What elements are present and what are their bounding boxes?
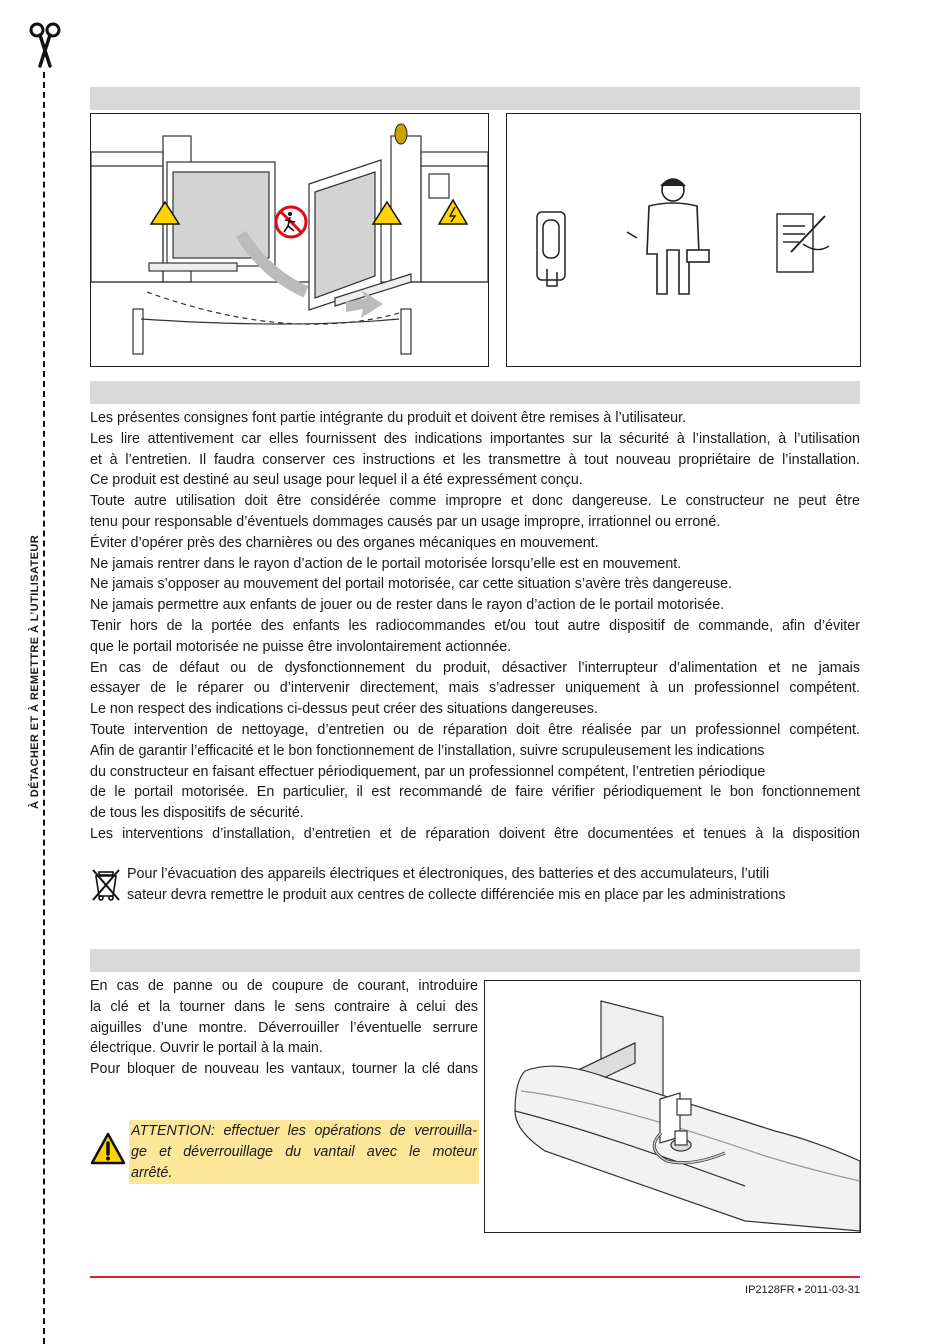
safety-line: Afin de garantir l’efficacité et le bon fonctionnement de l’installation, suivre scrupuleusement les indications [90,742,765,759]
safety-line: et à l’entretien. Il faudra conserver ces instructions et les transmettre à tout nouveau propriétaire de l’installation. [90,451,860,468]
safety-line: Ne jamais rentrer dans le rayon d’action de le portail motorisée lorsqu’elle est en mouvement. [90,555,682,572]
document-reference: IP2128FR • 2011-03-31 [745,1284,860,1296]
release-line: la clé et la tourner dans le sens contraire à celui des [90,998,478,1015]
safety-line: Ne jamais permettre aux enfants de jouer ou de rester dans le rayon d’action de le portail motorisée. [90,597,725,614]
safety-line: Toute intervention de nettoyage, d’entretien ou de réparation doit être réalisée par un professionnel compétent. [90,721,860,738]
section-header-band-3 [90,949,860,972]
safety-line: Les interventions d’installation, d’entretien et de réparation doivent être documentées et tenues à la disposition [90,825,860,842]
user-pictograms-box [506,113,861,367]
safety-line: de tous les dispositifs de sécurité. [90,805,304,822]
safety-line: Les présentes consignes font partie intégrante du produit et doivent être remises à l’utilisateur. [90,410,687,426]
scissors-icon [28,22,62,68]
safety-line: du constructeur en faisant effectuer périodiquement, par un professionnel compétent, l’entretien périodique [90,763,766,780]
safety-instructions [90,408,860,845]
attention-line: ATTENTION: effectuer les opérations de verrouilla- [131,1123,477,1139]
section-header-band-1 [90,87,860,110]
safety-line: Ce produit est destiné au seul usage pour lequel il a été expressément conçu. [90,472,583,489]
safety-line: Les lire attentivement car elles fournissent des indications importantes sur la sécurité à l’installation, à l’utilisation [90,430,860,447]
release-line: Pour bloquer de nouveau les vantaux, tourner la clé dans [90,1061,478,1078]
side-label: À DÉTACHER ET À REMETTRE À L’UTILISATEUR [29,531,41,813]
manual-release-text [90,976,478,1080]
attention-note [129,1120,479,1184]
safety-line: Tenir hors de la portée des enfants les radiocommandes et/ou tout autre dispositif de commande, afin d’éviter [90,617,860,634]
release-line: En cas de panne ou de coupure de courant, introduire [90,978,478,994]
safety-line: que le portail motorisée ne puisse être involontairement actionnée. [90,638,512,655]
attention-line: arrêté. [131,1164,173,1181]
disposal-text [127,864,860,906]
technician-icon [627,179,709,294]
release-line: électrique. Ouvrir le portail à la main. [90,1040,323,1057]
cut-line [43,72,45,1344]
safety-line: Éviter d’opérer près des charnières ou des organes mécaniques en mouvement. [90,534,599,551]
release-line: aiguilles d’une montre. Déverrouiller l’éventuelle serrure [90,1019,478,1036]
section-header-band-2 [90,381,860,404]
safety-line: essayer de le réparer ou d’intervenir directement, mais s’adresser uniquement à un professionnel compétent. [90,680,860,697]
remote-control-icon [537,212,565,286]
safety-line: de le portail motorisée. En particulier, il est recommandé de faire vérifier périodiquement le bon fonctionnement [90,784,860,801]
gate-illustration [90,113,489,367]
attention-line: ge et déverrouillage du vantail avec le moteur [131,1143,477,1160]
safety-line: tenu pour responsable d’éventuels dommages causés par un usage impropre, irrationnel ou erroné. [90,513,721,530]
attention-triangle-icon [90,1132,126,1166]
motor-release-illustration [484,980,861,1233]
safety-line: En cas de défaut ou de dysfonctionnement du produit, désactiver l’interrupteur d’alimentation et ne jamais [90,659,860,676]
safety-line: Le non respect des indications ci-dessus peut créer des situations dangereuses. [90,701,598,718]
footer-rule [90,1276,860,1278]
safety-line: Ne jamais s’opposer au mouvement del portail motorisée, car cette situation s’avère très dangereuse. [90,576,733,593]
safety-line: Toute autre utilisation doit être considérée comme impropre et donc dangereuse. Le constructeur ne peut être [90,493,860,510]
disposal-line: Pour l’évacuation des appareils électriques et électroniques, des batteries et des accumulateurs, l’utili [127,866,770,882]
weee-bin-icon [90,866,122,902]
document-sign-icon [777,214,829,272]
disposal-line: sateur devra remettre le produit aux centres de collecte différenciée mis en place par les administrations [127,886,786,903]
